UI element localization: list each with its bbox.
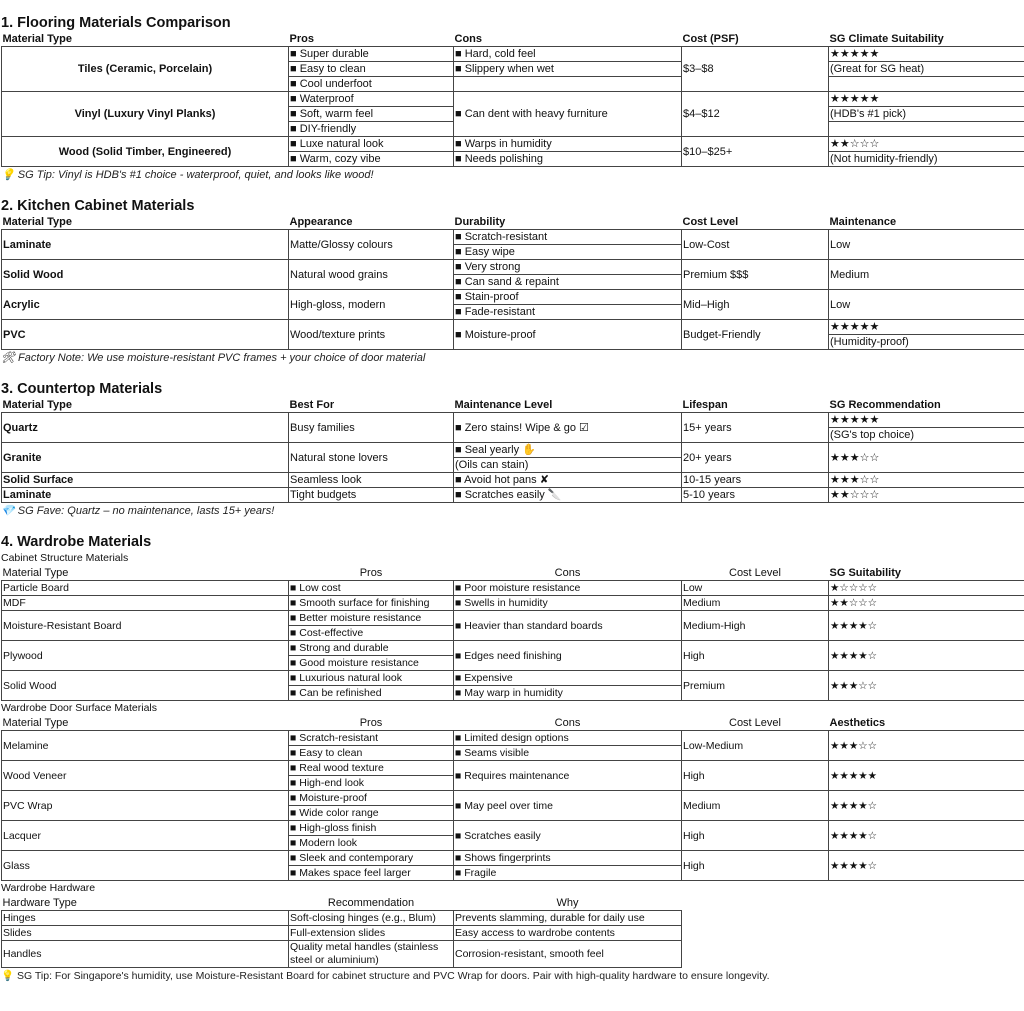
table-cell: ★★★★☆ [829, 611, 1024, 641]
table-row [2, 47, 1024, 62]
table-cell: Low [829, 290, 1024, 320]
comparison-table [1, 215, 1024, 350]
column-header: SG Suitability [829, 566, 1024, 581]
table-cell: 20+ years [682, 443, 829, 473]
table-cell: ■ Better moisture resistance [289, 611, 454, 626]
table-cell: High [682, 851, 829, 881]
table-cell: Easy access to wardrobe contents [454, 926, 682, 941]
comparison-table [1, 716, 1024, 881]
table-cell: Low [682, 581, 829, 596]
table-cell: Seamless look [289, 473, 454, 488]
column-header: Material Type [2, 32, 289, 47]
table-cell: Budget-Friendly [682, 320, 829, 350]
table-cell: Mid–High [682, 290, 829, 320]
column-header: Pros [289, 566, 454, 581]
table-cell: (Humidity-proof) [829, 335, 1024, 350]
table-cell: ★★★★★ [829, 413, 1024, 428]
table-cell: ■ Luxurious natural look [289, 671, 454, 686]
table-row [2, 641, 1024, 656]
table-cell: ■ Requires maintenance [454, 761, 682, 791]
column-header: Cost Level [682, 716, 829, 731]
table-cell: ■ Shows fingerprints [454, 851, 682, 866]
table-cell: ★★★★☆ [829, 821, 1024, 851]
table-cell: ■ Sleek and contemporary [289, 851, 454, 866]
table-cell: ■ Moisture-proof [289, 791, 454, 806]
table-row [2, 137, 1024, 152]
table-cell: ■ Seams visible [454, 746, 682, 761]
table-cell: ■ Strong and durable [289, 641, 454, 656]
table-cell: ■ Fade-resistant [454, 305, 682, 320]
material-name: Hinges [2, 911, 289, 926]
table-cell [829, 77, 1024, 92]
table-row [2, 320, 1024, 335]
section-3 [1, 381, 1023, 534]
column-header: Maintenance [829, 215, 1024, 230]
table-cell: (Great for SG heat) [829, 62, 1024, 77]
table-cell: Full-extension slides [289, 926, 454, 941]
section-1 [1, 15, 1023, 198]
table-cell: ■ Slippery when wet [454, 62, 682, 77]
table-cell: ■ Heavier than standard boards [454, 611, 682, 641]
table-row [2, 260, 1024, 275]
comparison-table [1, 32, 1024, 167]
table-caption: Wardrobe Door Surface Materials [1, 701, 1023, 716]
table-cell: Tight budgets [289, 488, 454, 503]
table-row [2, 230, 1024, 245]
column-header: Cost Level [682, 566, 829, 581]
table-cell: Medium [682, 791, 829, 821]
table-cell: ■ Zero stains! Wipe & go ☑ [454, 413, 682, 443]
table-cell: Premium [682, 671, 829, 701]
table-cell: ■ Fragile [454, 866, 682, 881]
table-cell: ★★★☆☆ [829, 671, 1024, 701]
section-note: 💡 SG Tip: For Singapore's humidity, use Moisture-Resistant Board for cabinet structure and PVC Wrap for doors. Pair with high-quality hardware to ensure longevity. [1, 968, 1023, 984]
table-cell: ★★☆☆☆ [829, 488, 1024, 503]
table-cell: ■ Scratches easily [454, 821, 682, 851]
table-cell: Medium-High [682, 611, 829, 641]
material-name: PVC [2, 320, 289, 350]
table-row [2, 92, 1024, 107]
table-cell: ■ Soft, warm feel [289, 107, 454, 122]
table-cell: ■ Waterproof [289, 92, 454, 107]
column-header: Aesthetics [829, 716, 1024, 731]
material-name: MDF [2, 596, 289, 611]
column-header: Why [454, 896, 682, 911]
table-row [2, 611, 1024, 626]
table-cell: ■ Makes space feel larger [289, 866, 454, 881]
column-header: Material Type [2, 398, 289, 413]
table-cell: ★★★☆☆ [829, 731, 1024, 761]
table-cell: ■ Good moisture resistance [289, 656, 454, 671]
table-cell: ■ Limited design options [454, 731, 682, 746]
table-cell: ■ Super durable [289, 47, 454, 62]
table-cell: (Oils can stain) [454, 458, 682, 473]
section-gap [1, 519, 1023, 534]
table-cell: Low-Medium [682, 731, 829, 761]
column-header: Durability [454, 215, 682, 230]
table-cell: Matte/Glossy colours [289, 230, 454, 260]
section-note: 🛠 Factory Note: We use moisture-resistant PVC frames + your choice of door material [1, 350, 1023, 366]
material-name: Melamine [2, 731, 289, 761]
table-cell: ★★★★★ [829, 92, 1024, 107]
table-cell: $3–$8 [682, 47, 829, 92]
table-row [2, 443, 1024, 458]
table-cell: ★★★★☆ [829, 851, 1024, 881]
table-cell [454, 77, 682, 92]
column-header: Material Type [2, 566, 289, 581]
table-cell: 10-15 years [682, 473, 829, 488]
table-caption: Cabinet Structure Materials [1, 551, 1023, 566]
table-cell: ■ Scratch-resistant [289, 731, 454, 746]
section-title: 2. Kitchen Cabinet Materials [1, 198, 1023, 215]
table-cell: (Not humidity-friendly) [829, 152, 1024, 167]
table-cell: High [682, 821, 829, 851]
table-cell: Premium $$$ [682, 260, 829, 290]
table-cell: ■ High-gloss finish [289, 821, 454, 836]
column-header: Recommendation [289, 896, 454, 911]
table-cell: ■ May warp in humidity [454, 686, 682, 701]
table-row [2, 821, 1024, 836]
table-cell: ■ Avoid hot pans ✘ [454, 473, 682, 488]
section-title: 3. Countertop Materials [1, 381, 1023, 398]
header-row [2, 215, 1024, 230]
material-name: Handles [2, 941, 289, 968]
table-cell: ★★★★★ [829, 320, 1024, 335]
column-header: Hardware Type [2, 896, 289, 911]
table-cell: Natural wood grains [289, 260, 454, 290]
comparison-table [1, 896, 682, 968]
column-header: Material Type [2, 215, 289, 230]
table-cell: Quality metal handles (stainless steel or aluminium) [289, 941, 454, 968]
column-header: Appearance [289, 215, 454, 230]
comparison-table [1, 566, 1024, 701]
section-title: 1. Flooring Materials Comparison [1, 15, 1023, 32]
table-cell: ■ Easy to clean [289, 62, 454, 77]
table-cell: ■ High-end look [289, 776, 454, 791]
table-cell: ■ Hard, cold feel [454, 47, 682, 62]
column-header: Cons [454, 566, 682, 581]
table-cell: ■ Real wood texture [289, 761, 454, 776]
table-cell: Wood/texture prints [289, 320, 454, 350]
table-row [2, 581, 1024, 596]
column-header: Cost (PSF) [682, 32, 829, 47]
table-row [2, 911, 682, 926]
table-cell: (HDB's #1 pick) [829, 107, 1024, 122]
table-cell: ■ Scratches easily 🔪 [454, 488, 682, 503]
section-note: 💡 SG Tip: Vinyl is HDB's #1 choice - waterproof, quiet, and looks like wood! [1, 167, 1023, 183]
table-cell: ■ Edges need finishing [454, 641, 682, 671]
table-cell: ★★★☆☆ [829, 473, 1024, 488]
table-cell: ■ Poor moisture resistance [454, 581, 682, 596]
table-row [2, 488, 1024, 503]
table-cell: High [682, 641, 829, 671]
document [0, 15, 1024, 984]
table-cell: ★★☆☆☆ [829, 137, 1024, 152]
table-cell: ★★★★★ [829, 47, 1024, 62]
table-cell: ■ Expensive [454, 671, 682, 686]
table-row [2, 791, 1024, 806]
table-cell: ■ Needs polishing [454, 152, 682, 167]
table-cell: Prevents slamming, durable for daily use [454, 911, 682, 926]
table-cell: Medium [829, 260, 1024, 290]
column-header: SG Recommendation [829, 398, 1024, 413]
table-cell: ★★★★☆ [829, 791, 1024, 821]
table-cell: 5-10 years [682, 488, 829, 503]
table-cell: ■ Can dent with heavy furniture [454, 92, 682, 137]
table-row [2, 413, 1024, 428]
table-row [2, 671, 1024, 686]
material-name: Acrylic [2, 290, 289, 320]
material-name: Wood Veneer [2, 761, 289, 791]
section-gap [1, 366, 1023, 381]
table-cell: ■ Can sand & repaint [454, 275, 682, 290]
material-name: Solid Wood [2, 260, 289, 290]
table-cell: ★★☆☆☆ [829, 596, 1024, 611]
material-name: Tiles (Ceramic, Porcelain) [2, 47, 289, 92]
table-cell: ■ Scratch-resistant [454, 230, 682, 245]
table-cell: High-gloss, modern [289, 290, 454, 320]
table-cell: ■ Can be refinished [289, 686, 454, 701]
material-name: Granite [2, 443, 289, 473]
table-row [2, 731, 1024, 746]
table-cell: ■ Modern look [289, 836, 454, 851]
column-header: Maintenance Level [454, 398, 682, 413]
table-cell: ■ Luxe natural look [289, 137, 454, 152]
column-header: Pros [289, 716, 454, 731]
material-name: Glass [2, 851, 289, 881]
table-caption: Wardrobe Hardware [1, 881, 1023, 896]
table-cell: ■ Cool underfoot [289, 77, 454, 92]
table-cell: Natural stone lovers [289, 443, 454, 473]
section-title: 4. Wardrobe Materials [1, 534, 1023, 551]
table-row [2, 761, 1024, 776]
table-cell: High [682, 761, 829, 791]
section-4 [1, 534, 1023, 984]
header-row [2, 566, 1024, 581]
column-header: Cons [454, 716, 682, 731]
table-cell: 15+ years [682, 413, 829, 443]
material-name: Slides [2, 926, 289, 941]
table-cell: (SG's top choice) [829, 428, 1024, 443]
table-cell: ■ Warps in humidity [454, 137, 682, 152]
table-cell: ■ May peel over time [454, 791, 682, 821]
table-row [2, 851, 1024, 866]
section-gap [1, 183, 1023, 198]
material-name: Lacquer [2, 821, 289, 851]
table-cell: ■ Warm, cozy vibe [289, 152, 454, 167]
table-cell: ■ Moisture-proof [454, 320, 682, 350]
table-cell: ■ Cost-effective [289, 626, 454, 641]
table-cell: Low [829, 230, 1024, 260]
table-row [2, 473, 1024, 488]
material-name: Quartz [2, 413, 289, 443]
table-cell: ■ Stain-proof [454, 290, 682, 305]
table-cell: ★★★★☆ [829, 641, 1024, 671]
header-row [2, 398, 1024, 413]
material-name: Wood (Solid Timber, Engineered) [2, 137, 289, 167]
table-cell: ★★★☆☆ [829, 443, 1024, 473]
material-name: Moisture-Resistant Board [2, 611, 289, 641]
material-name: Vinyl (Luxury Vinyl Planks) [2, 92, 289, 137]
table-row [2, 290, 1024, 305]
comparison-table [1, 398, 1024, 503]
table-cell: ■ Wide color range [289, 806, 454, 821]
table-cell: ■ Easy to clean [289, 746, 454, 761]
table-cell: ■ Seal yearly ✋ [454, 443, 682, 458]
table-cell: Corrosion-resistant, smooth feel [454, 941, 682, 968]
table-cell: Medium [682, 596, 829, 611]
material-name: Laminate [2, 488, 289, 503]
table-cell: Busy families [289, 413, 454, 443]
table-cell: Soft-closing hinges (e.g., Blum) [289, 911, 454, 926]
table-cell: ■ Swells in humidity [454, 596, 682, 611]
table-cell [829, 122, 1024, 137]
table-cell: ★☆☆☆☆ [829, 581, 1024, 596]
column-header: Material Type [2, 716, 289, 731]
column-header: Pros [289, 32, 454, 47]
column-header: Best For [289, 398, 454, 413]
material-name: Plywood [2, 641, 289, 671]
material-name: Laminate [2, 230, 289, 260]
table-cell: Low-Cost [682, 230, 829, 260]
table-row [2, 596, 1024, 611]
table-row [2, 926, 682, 941]
table-cell: $4–$12 [682, 92, 829, 137]
material-name: Particle Board [2, 581, 289, 596]
table-cell: $10–$25+ [682, 137, 829, 167]
column-header: Cost Level [682, 215, 829, 230]
header-row [2, 896, 682, 911]
column-header: Cons [454, 32, 682, 47]
table-cell: ■ Smooth surface for finishing [289, 596, 454, 611]
section-2 [1, 198, 1023, 381]
section-note: 💎 SG Fave: Quartz – no maintenance, lasts 15+ years! [1, 503, 1023, 519]
header-row [2, 32, 1024, 47]
header-row [2, 716, 1024, 731]
material-name: PVC Wrap [2, 791, 289, 821]
column-header: SG Climate Suitability [829, 32, 1024, 47]
material-name: Solid Wood [2, 671, 289, 701]
table-cell: ■ Low cost [289, 581, 454, 596]
table-cell: ■ DIY-friendly [289, 122, 454, 137]
column-header: Lifespan [682, 398, 829, 413]
table-cell: ■ Very strong [454, 260, 682, 275]
table-cell: ★★★★★ [829, 761, 1024, 791]
table-cell: ■ Easy wipe [454, 245, 682, 260]
material-name: Solid Surface [2, 473, 289, 488]
